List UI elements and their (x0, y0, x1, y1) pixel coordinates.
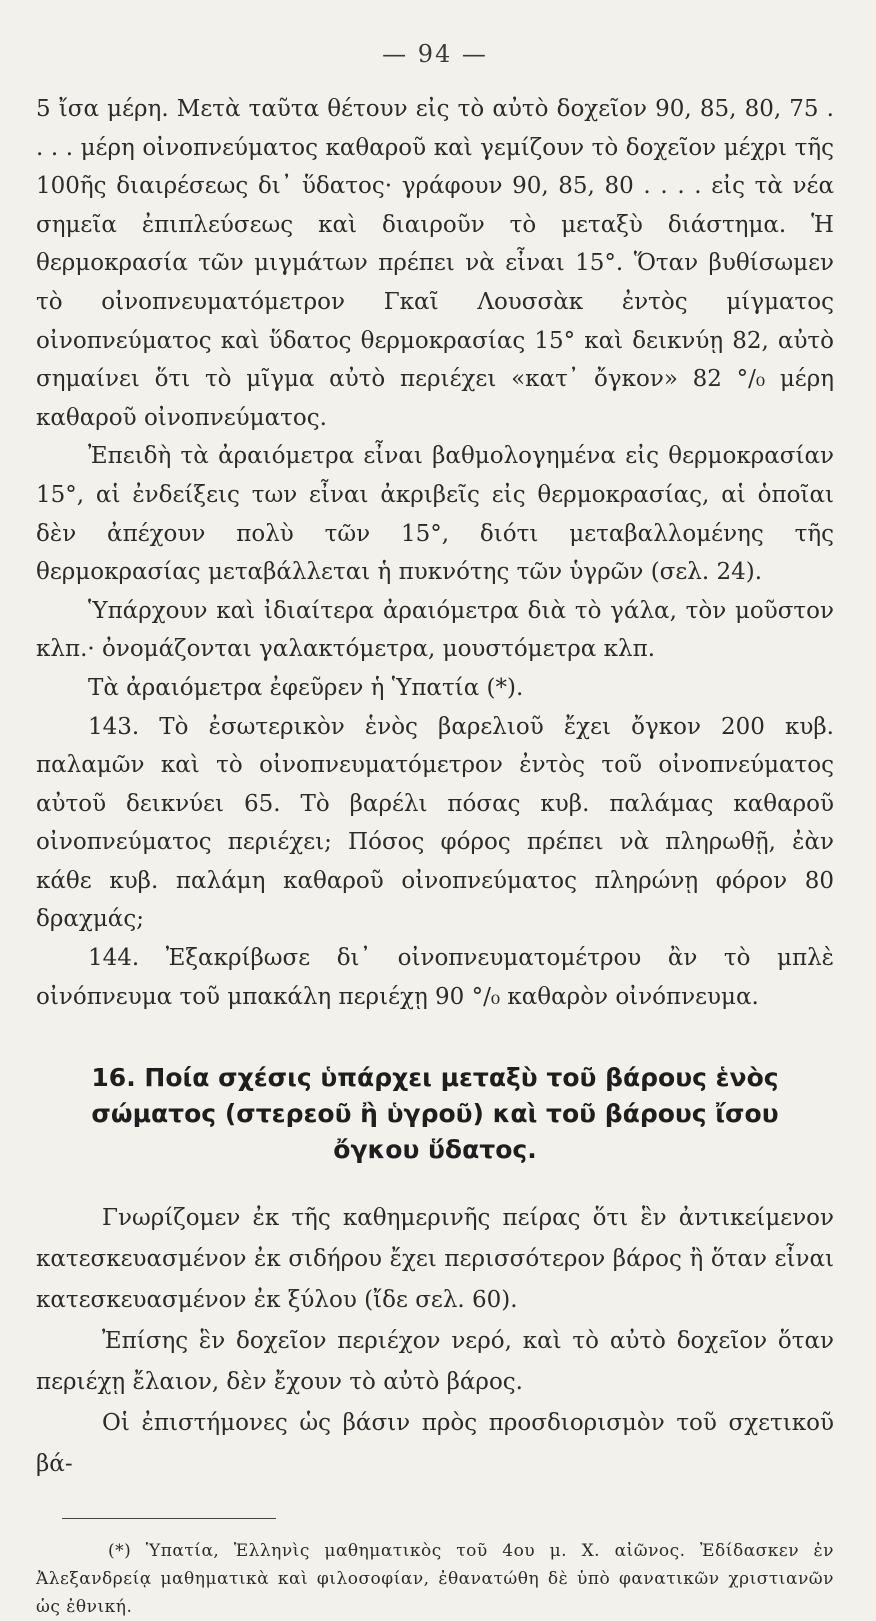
footnote (36, 1537, 834, 1621)
paragraph: Γνωρίζομεν ἐκ τῆς καθημερινῆς πείρας ὅτι ἓν ἀντικείμενον κατεσκευασμένον ἐκ σιδήρου ἔχει περισσότερον βάρος ἢ ὅταν εἶναι κατεσκευασμένον ἐκ ξύλου (ἴδε σελ. 60). (36, 1205, 834, 1314)
main-text (36, 90, 834, 1016)
paragraph: 5 ἴσα μέρη. Μετὰ ταῦτα θέτουν εἰς τὸ αὐτὸ δοχεῖον 90, 85, 80, 75 . . . . μέρη οἰνοπνεύματος καθαροῦ καὶ γεμίζουν τὸ δοχεῖον μέχρι τῆς 100ῆς διαιρέσεως δι᾽ ὕδατος· γράφουν 90, 85, 80 . . . . εἰς τὰ νέα σημεῖα ἐπιπλεύσεως καὶ διαιροῦν τὸ μεταξὺ διάστημα. Ἡ θερμοκρασία τῶν μιγμάτων πρέπει νὰ εἶναι 15°. Ὅταν βυθίσωμεν τὸ οἰνοπνευματόμετρον Γκαῖ Λουσσὰκ ἐντὸς μίγματος οἰνοπνεύματος καὶ ὕδατος θερμοκρασίας 15° καὶ δεικνύῃ 82, αὐτὸ σημαίνει ὅτι τὸ μῖγμα αὐτὸ περιέχει «κατ᾽ ὄγκον» 82 °/₀ μέρη καθαροῦ οἰνοπνεύματος. (36, 96, 834, 431)
paragraph: Ἐπίσης ἓν δοχεῖον περιέχον νερό, καὶ τὸ αὐτὸ δοχεῖον ὅταν περιέχῃ ἔλαιον, δὲν ἔχουν τὸ αὐτὸ βάρος. (36, 1328, 834, 1396)
exercise-143: 143. Τὸ ἐσωτερικὸν ἑνὸς βαρελιοῦ ἔχει ὄγκον 200 κυβ. παλαμῶν καὶ τὸ οἰνοπνευματόμετρον ἐντὸς τοῦ οἰνοπνεύματος αὐτοῦ δεικνύει 65. Τὸ βαρέλι πόσας κυβ. παλάμας καθαροῦ οἰνοπνεύματος περιέχει; Πόσος φόρος πρέπει νὰ πληρωθῇ, ἐὰν κάθε κυβ. παλάμη καθαροῦ οἰνοπνεύματος πληρώνῃ φόρον 80 δραχμάς; (36, 713, 834, 933)
section-heading: 16. Ποία σχέσις ὑπάρχει μεταξὺ τοῦ βάρους ἑνὸς σώματος (στερεοῦ ἢ ὑγροῦ) καὶ τοῦ βάρους ἴσου ὄγκου ὕδατος. (91, 1063, 779, 1165)
paragraph: Ὑπάρχουν καὶ ἰδιαίτερα ἀραιόμετρα διὰ τὸ γάλα, τὸν μοῦστον κλπ.· ὀνομάζονται γαλακτόμετρα, μουστόμετρα κλπ. (36, 597, 834, 663)
footnote-text: (*) Ὑπατία, Ἑλληνὶς μαθηματικὸς τοῦ 4ου μ. Χ. αἰῶνος. Ἐδίδασκεν ἐν Ἀλεξανδρείᾳ μαθηματικὰ καὶ φιλοσοφίαν, ἐθανατώθη δὲ ὑπὸ φανατικῶν χριστιανῶν ὡς ἐθνική. (36, 1541, 834, 1618)
paragraph: Ἐπειδὴ τὰ ἀραιόμετρα εἶναι βαθμολογημένα εἰς θερμοκρασίαν 15°, αἱ ἐνδείξεις των εἶναι ἀκριβεῖς εἰς θερμοκρασίας, αἱ ὁποῖαι δὲν ἀπέχουν πολὺ τῶν 15°, διότι μεταβαλλομένης τῆς θερμοκρασίας μεταβάλλεται ἡ πυκνότης τῶν ὑγρῶν (σελ. 24). (36, 443, 834, 586)
section-text (36, 1198, 834, 1485)
page-number: — 94 — (382, 40, 488, 68)
exercise-144: 144. Ἐξακρίβωσε δι᾽ οἰνοπνευματομέτρου ἂν τὸ μπλὲ οἰνόπνευμα τοῦ μπακάλη περιέχῃ 90 °/₀ καθαρὸν οἰνόπνευμα. (36, 945, 834, 1010)
paragraph: Οἱ ἐπιστήμονες ὡς βάσιν πρὸς προσδιορισμὸν τοῦ σχετικοῦ βά- (36, 1410, 834, 1478)
paragraph: Τὰ ἀραιόμετρα ἐφεῦρεν ἡ Ὑπατία (*). (88, 674, 524, 701)
footnote-divider (62, 1518, 276, 1519)
